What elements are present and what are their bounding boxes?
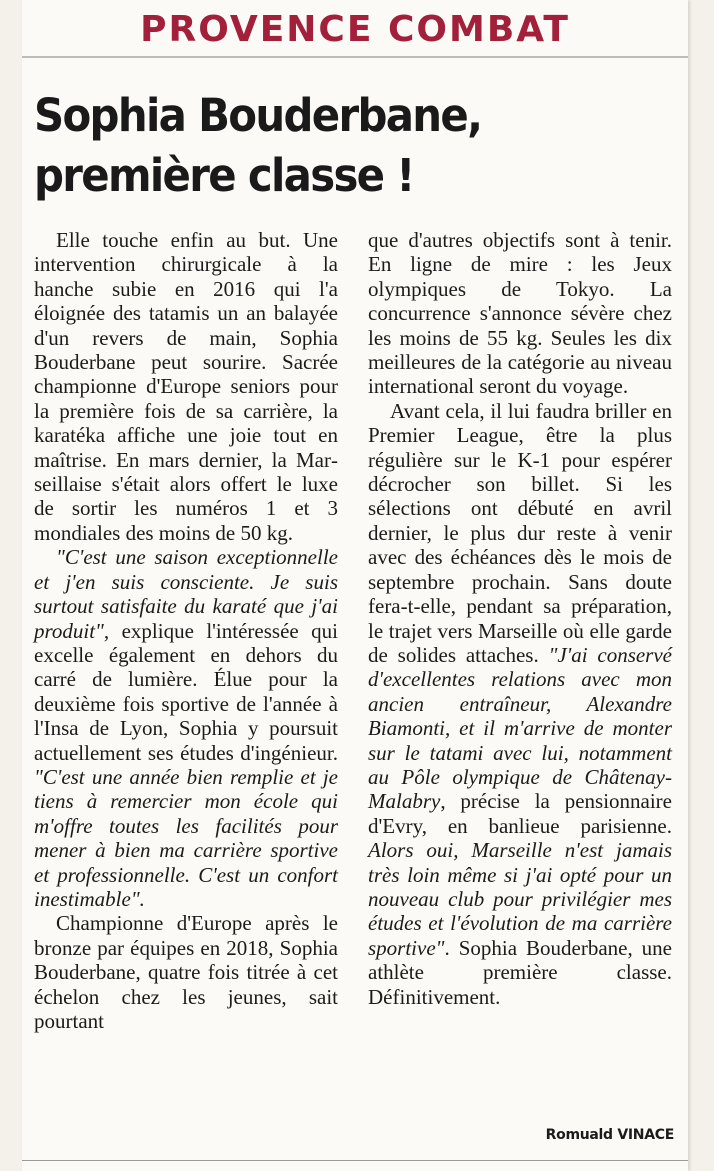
quote-text: Alors oui, Marseille n'est jamais très loin même si j'ai opté pour un nouveau club pour privilégier mes études et l'évolution de ma carrière sportive" (368, 838, 672, 960)
newspaper-clipping (22, 0, 688, 1171)
headline-line-2: première classe ! (34, 149, 414, 202)
article-column-left (34, 228, 338, 1033)
headline (34, 86, 629, 206)
paragraph-avant (368, 399, 672, 1009)
section-rubric (22, 4, 688, 56)
byline: Romuald VINACE (545, 1127, 674, 1143)
paragraph-text: . Sophia Bouderbane, une athlète première classe. Définitivement. (368, 935, 672, 1009)
paragraph-text: Avant cela, il lui faudra briller en Premier League, être la plus régulière sur le K-1 pour espérer décrocher son billet. Si les sélections ont débuté en avril dernier, le plus dur reste à venir avec des échéances dès le mois de septembre prochain. Sans doute fera-t-elle, pendant sa préparation, le trajet vers Marseille où elle garde de solides attaches. (368, 398, 672, 667)
paragraph-intro: Elle touche enfin au but. Une intervention chirurgicale à la hanche subie en 2016 qui l'a éloignée des tatamis un an balayée d'un revers de main, Sophia Bouderbane peut sourire. Sacrée championne d'Europe seniors pour la première fois de sa carrière, la karatéka affiche une joie tout en maîtrise. En mars dernier, la Marseillaise s'était alors offert le luxe de sortir les numéros 1 et 3 mondiales des moins de 50 kg. (34, 228, 338, 545)
headline-line-1: Sophia Bouderbane, (34, 89, 482, 142)
quote-text: "C'est une année bien remplie et je tiens à remercier mon école qui m'offre toutes les facilités pour mener à bien ma carrière sportive et professionnelle. C'est un confort inestimable". (34, 764, 338, 911)
quote-text: "C'est une saison exceptionnelle et j'en suis consciente. Je suis surtout satisfaite du karaté que j'ai produit" (34, 545, 338, 643)
bottom-rule (22, 1160, 688, 1161)
paragraph-text: , explique l'intéressée qui excelle également en dehors du carré de lumière. Élue pour la deuxième fois sportive de l'année à l'Insa de Lyon, Sophia y poursuit actuellement ses études d'ingénieur. (34, 618, 338, 765)
article-column-right (368, 228, 672, 1009)
paragraph-championne: Championne d'Europe après le bronze par équipes en 2018, Sophia Bouderbane, quatre fois titrée à cet échelon chez les jeunes, sait pourtant (34, 911, 338, 1033)
paragraph-continued: que d'autres objectifs sont à tenir. En ligne de mire : les Jeux olympiques de Tokyo. La concurrence s'annonce sévère chez les moins de 55 kg. Seules les dix meilleures de la catégorie au niveau international seront du voyage. (368, 228, 672, 399)
paragraph-text: , précise la pensionnaire d'Evry, en banlieue parisienne. (368, 789, 672, 838)
paragraph-quote-1 (34, 545, 338, 911)
rubric-rule (22, 56, 688, 58)
quote-text: "J'ai conservé d'excellentes relations avec mon ancien entraîneur, Alexandre Biamonti, et il m'arrive de monter sur le tatami avec lui, notamment au Pôle olympique de Châtenay-Malabry (368, 642, 672, 814)
rubric-label: PROVENCE COMBAT (134, 4, 576, 56)
